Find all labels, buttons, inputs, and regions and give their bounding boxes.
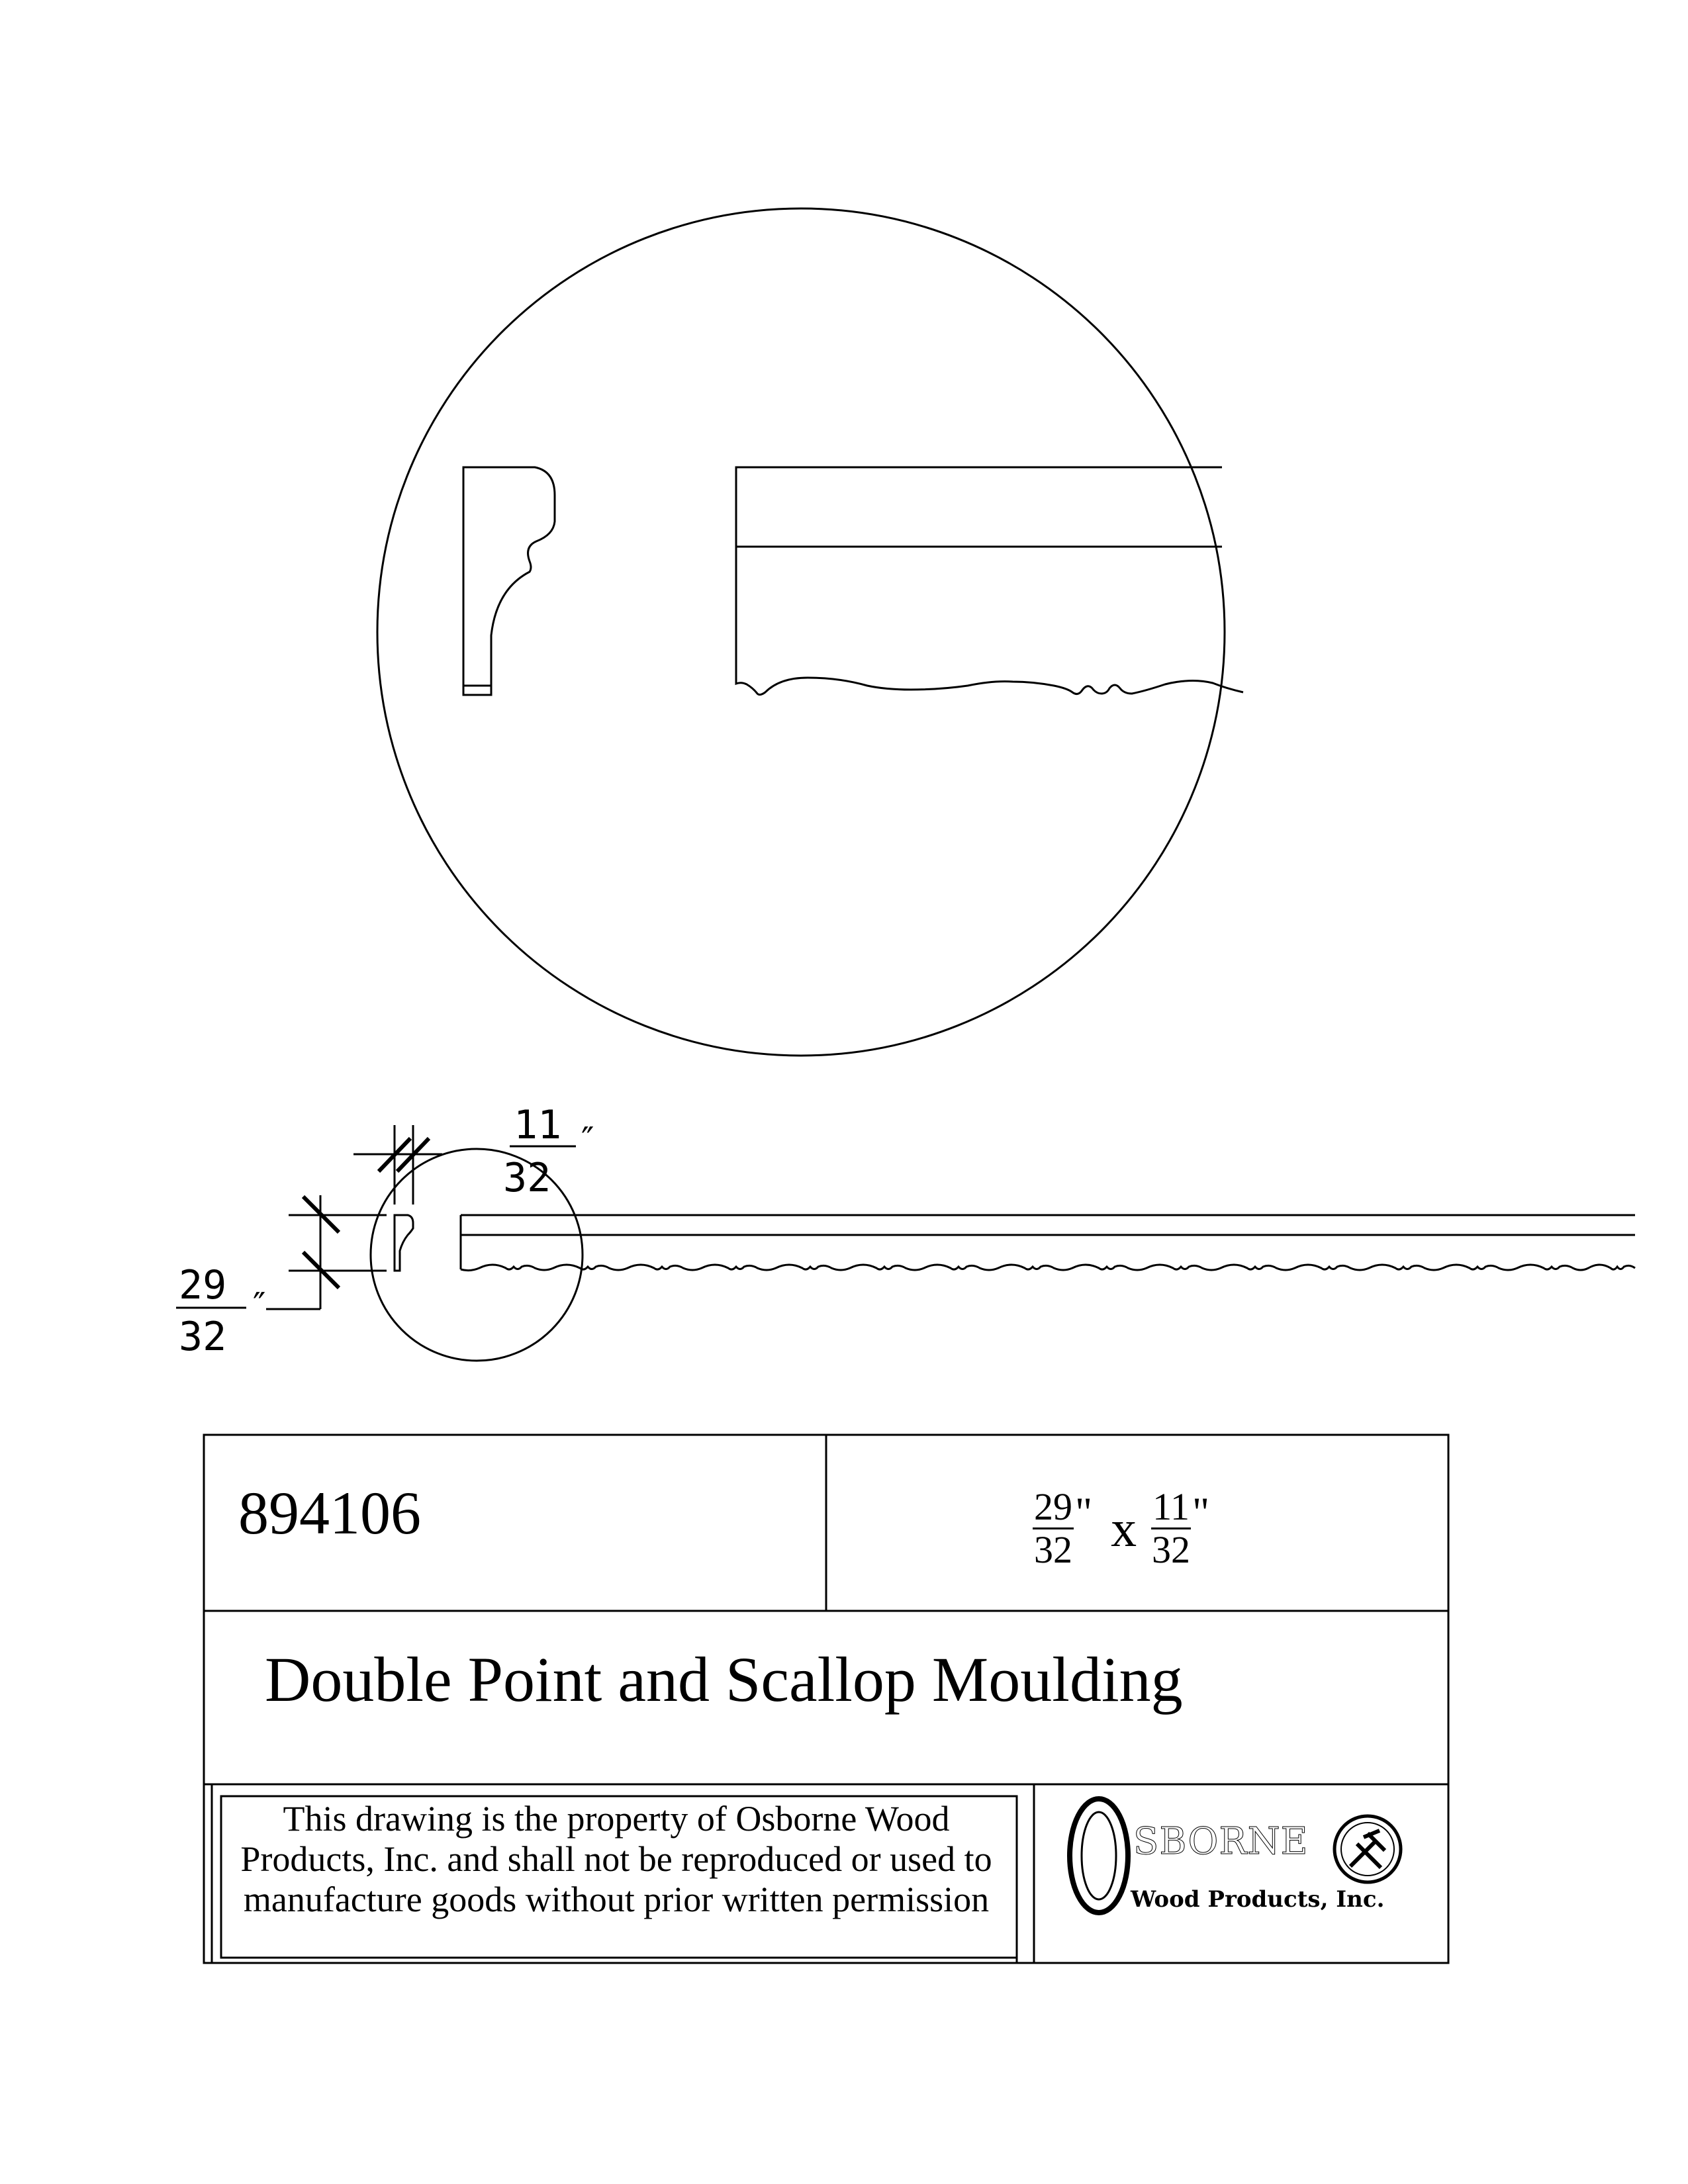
notice-line-1: This drawing is the property of Osborne Wood	[283, 1799, 950, 1839]
height-numerator: 29	[1034, 1485, 1072, 1528]
height-dim-denominator: 32	[179, 1314, 227, 1360]
height-dim-inch-mark: ″	[249, 1286, 270, 1326]
logo-subtitle: Wood Products, Inc.	[1131, 1886, 1385, 1913]
logo-initial-ring	[1070, 1799, 1128, 1913]
notice-line-3: manufacture goods without prior written permission	[243, 1880, 990, 1919]
height-dim-numerator: 29	[179, 1262, 227, 1308]
detail-circle	[377, 208, 1225, 1056]
notice-line-2: Products, Inc. and shall not be reproduced or used to	[240, 1839, 992, 1879]
small-profile	[395, 1215, 413, 1271]
logo-mark	[1070, 1799, 1401, 1913]
height-denominator: 32	[1034, 1528, 1072, 1571]
width-dim-denominator: 32	[503, 1155, 551, 1201]
width-numerator: 11	[1152, 1485, 1190, 1528]
property-notice	[222, 1799, 1010, 1920]
strip-scallop-edge	[461, 1265, 1635, 1271]
width-inch-mark: "	[1192, 1488, 1210, 1535]
logo-wordmark: SBORNE	[1133, 1820, 1309, 1863]
width-dim-inch-mark: ″	[577, 1120, 598, 1160]
height-inch-mark: "	[1075, 1488, 1093, 1535]
width-dim-numerator: 11	[514, 1102, 562, 1148]
width-denominator: 32	[1152, 1528, 1191, 1571]
size-separator: x	[1111, 1499, 1137, 1557]
part-number: 894106	[238, 1479, 421, 1547]
profile-section	[463, 467, 555, 695]
elevation-face	[736, 467, 1243, 695]
product-description: Double Point and Scallop Moulding	[265, 1644, 1183, 1715]
